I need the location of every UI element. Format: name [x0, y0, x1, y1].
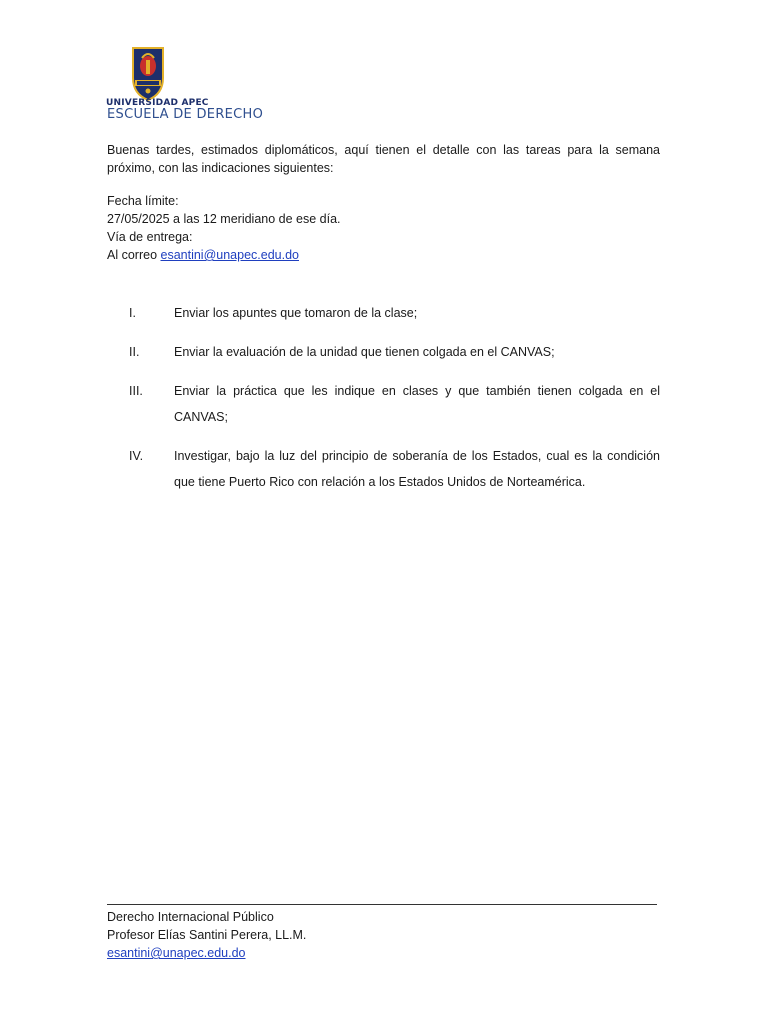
task-number: III.: [129, 384, 143, 398]
deadline-value: 27/05/2025 a las 12 meridiano de ese día.: [107, 212, 341, 226]
footer-divider: [107, 904, 657, 905]
footer-email-link[interactable]: esantini@unapec.edu.do: [107, 946, 246, 960]
logo-wordmark: UNIVERSIDAD APEC: [106, 98, 209, 108]
footer-professor: Profesor Elías Santini Perera, LL.M.: [107, 928, 307, 942]
delivery-email-link[interactable]: esantini@unapec.edu.do: [160, 248, 299, 262]
task-number: II.: [129, 345, 140, 359]
delivery-prefix: Al correo: [107, 248, 161, 262]
delivery-details: [107, 192, 660, 264]
school-name: ESCUELA DE DERECHO: [107, 107, 264, 122]
footer: [107, 908, 306, 962]
intro-paragraph: Buenas tardes, estimados diplomáticos, aquí tienen el detalle con las tareas para la semana próximo, con las indicaciones siguientes:: [107, 143, 660, 175]
task-text: Investigar, bajo la luz del principio de soberanía de los Estados, cual es la condición que tiene Puerto Rico con relación a los Estados Unidos de Norteamérica.: [174, 449, 660, 489]
task-text: Enviar los apuntes que tomaron de la clase;: [174, 306, 418, 320]
task-text: Enviar la evaluación de la unidad que tienen colgada en el CANVAS;: [174, 345, 555, 359]
deadline-label: Fecha límite:: [107, 194, 179, 208]
task-text: Enviar la práctica que les indique en clases y que también tienen colgada en el CANVAS;: [174, 384, 660, 424]
delivery-line: [107, 246, 660, 264]
delivery-label: Vía de entrega:: [107, 230, 193, 244]
footer-course: Derecho Internacional Público: [107, 910, 274, 924]
task-number: IV.: [129, 449, 144, 463]
task-number: I.: [129, 306, 136, 320]
